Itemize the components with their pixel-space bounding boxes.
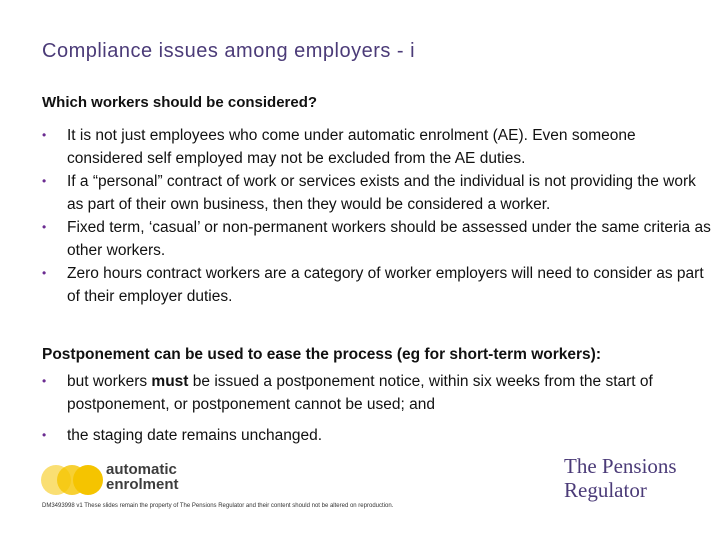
bullet-item [42,170,712,216]
bullet-icon: • [42,428,47,442]
bullet-text-after: be issued a postponement notice, within six weeks from the start of postponement, or postponement cannot be used; and [67,373,653,413]
section-subheading: Which workers should be considered? [42,94,318,111]
bullet-item [42,216,712,262]
tpr-logo-line1: The Pensions [564,454,677,478]
bullet-icon: • [42,128,47,142]
bullet-icon: • [42,374,47,388]
slide-title: Compliance issues among employers - i [42,40,416,62]
bullet-icon: • [42,266,47,280]
postponement-heading: Postponement can be used to ease the process (eg for short-term workers): [42,346,601,363]
ae-logo-line1: automatic [106,461,177,478]
bullet-emphasis: must [151,373,189,390]
postponement-bullet-list [42,370,712,416]
bullet-text: the staging date remains unchanged. [67,427,323,444]
ae-logo-text [106,462,179,492]
bullet-item [42,262,712,308]
footer-disclaimer: DM3493998 v1 These slides remain the property of The Pensions Regulator and their content should not be altered on reproduction. [42,503,394,509]
bullet-text-before: but workers [67,373,152,390]
bullet-text: It is not just employees who come under automatic enrolment (AE). Even someone considered self employed may not be excluded from the AE duties. [67,127,636,167]
bullet-item [42,124,712,170]
bullet-text: Fixed term, ‘casual’ or non-permanent workers should be assessed under the same criteria as other workers. [67,219,711,259]
bullet-text: If a “personal” contract of work or services exists and the individual is not providing the work as part of their own business, then they would be considered a worker. [67,173,696,213]
workers-bullet-list [42,124,712,308]
ae-logo-line2: enrolment [106,476,179,493]
bullet-item [42,424,712,447]
bullet-item [42,370,712,416]
bullet-text: Zero hours contract workers are a category of worker employers will need to consider as part of their employer duties. [67,265,704,305]
tpr-logo-line2: Regulator [564,478,647,502]
bullet-icon: • [42,220,47,234]
pensions-regulator-logo [564,454,677,502]
bullet-icon: • [42,174,47,188]
final-bullet-list [42,424,712,447]
